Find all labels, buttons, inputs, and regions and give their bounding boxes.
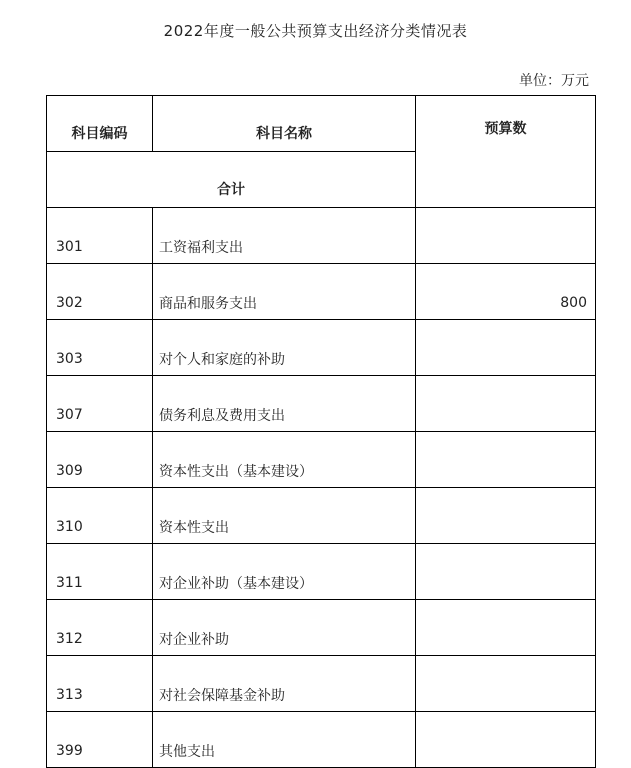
table-row bbox=[47, 656, 596, 712]
header-row bbox=[47, 96, 596, 152]
budget-table bbox=[46, 95, 596, 768]
table-row bbox=[47, 376, 596, 432]
row-code: 302 bbox=[47, 264, 153, 320]
row-code: 303 bbox=[47, 320, 153, 376]
row-amount bbox=[416, 656, 596, 712]
table-row bbox=[47, 432, 596, 488]
header-code: 科目编码 bbox=[47, 96, 153, 152]
row-amount bbox=[416, 712, 596, 768]
row-name: 对个人和家庭的补助 bbox=[153, 320, 416, 376]
row-name: 商品和服务支出 bbox=[153, 264, 416, 320]
table-row bbox=[47, 320, 596, 376]
table-row bbox=[47, 544, 596, 600]
row-name: 债务利息及费用支出 bbox=[153, 376, 416, 432]
table-row bbox=[47, 712, 596, 768]
table-row bbox=[47, 208, 596, 264]
row-code: 310 bbox=[47, 488, 153, 544]
row-code: 399 bbox=[47, 712, 153, 768]
row-name: 工资福利支出 bbox=[153, 208, 416, 264]
row-amount bbox=[416, 544, 596, 600]
row-amount bbox=[416, 376, 596, 432]
row-amount bbox=[416, 488, 596, 544]
row-amount bbox=[416, 320, 596, 376]
page-title: 2022年度一般公共预算支出经济分类情况表 bbox=[163, 22, 468, 40]
row-name: 资本性支出（基本建设） bbox=[153, 432, 416, 488]
row-code: 312 bbox=[47, 600, 153, 656]
row-code: 301 bbox=[47, 208, 153, 264]
row-code: 313 bbox=[47, 656, 153, 712]
unit-label: 单位：万元 bbox=[519, 73, 589, 89]
row-amount bbox=[416, 600, 596, 656]
total-label: 合计 bbox=[47, 152, 416, 208]
row-name: 资本性支出 bbox=[153, 488, 416, 544]
header-name: 科目名称 bbox=[153, 96, 416, 152]
row-name: 其他支出 bbox=[153, 712, 416, 768]
row-name: 对企业补助（基本建设） bbox=[153, 544, 416, 600]
row-amount bbox=[416, 208, 596, 264]
table-row bbox=[47, 264, 596, 320]
row-amount bbox=[416, 432, 596, 488]
row-code: 307 bbox=[47, 376, 153, 432]
header-budget: 预算数 bbox=[416, 96, 596, 208]
row-code: 309 bbox=[47, 432, 153, 488]
row-amount: 800 bbox=[416, 264, 596, 320]
table-row bbox=[47, 488, 596, 544]
row-name: 对社会保障基金补助 bbox=[153, 656, 416, 712]
row-name: 对企业补助 bbox=[153, 600, 416, 656]
row-code: 311 bbox=[47, 544, 153, 600]
table-row bbox=[47, 600, 596, 656]
